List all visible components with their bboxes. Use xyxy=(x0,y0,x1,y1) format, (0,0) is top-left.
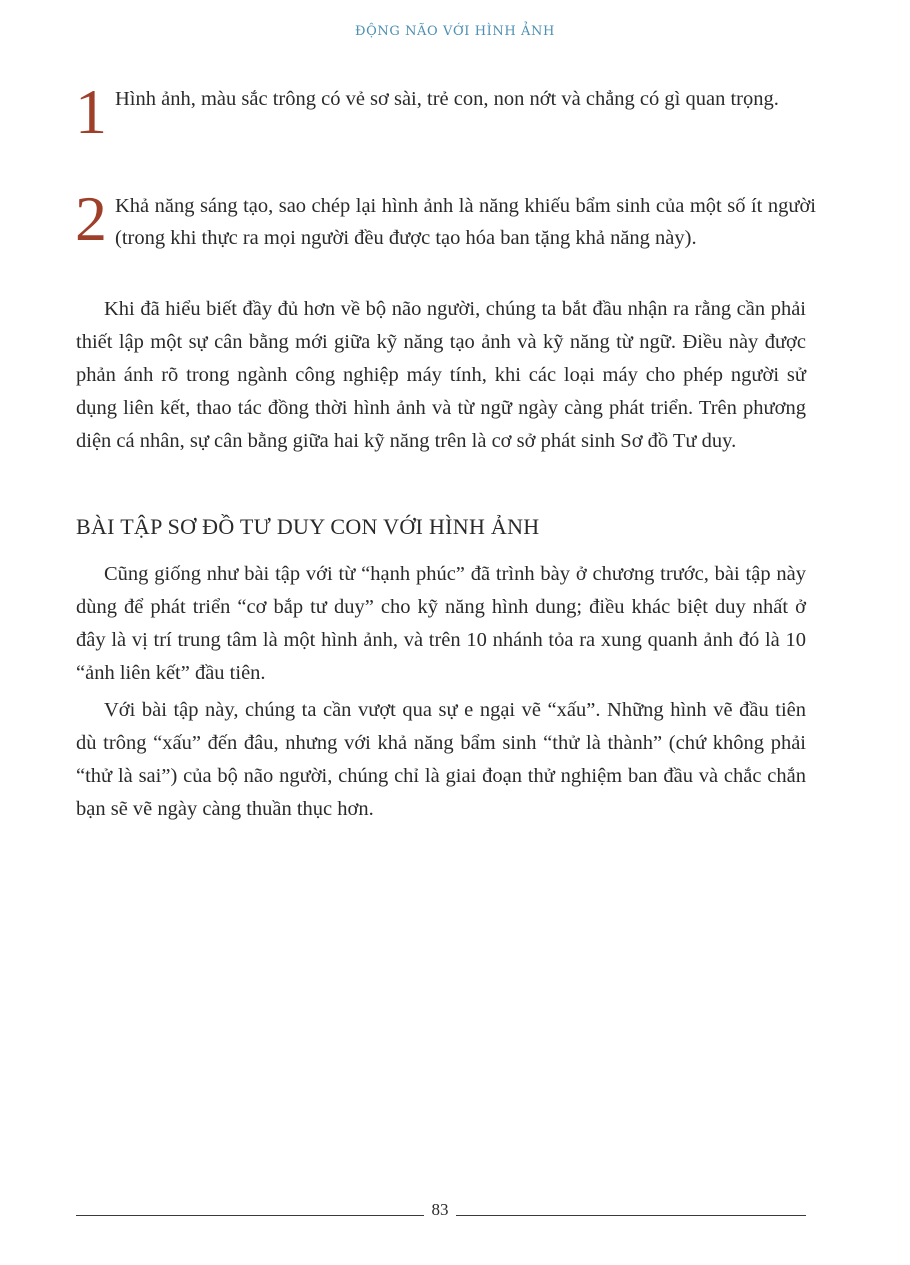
list-item xyxy=(75,183,816,254)
list-number: 2 xyxy=(75,183,107,254)
footer-rule-divider xyxy=(456,1215,806,1216)
list-item xyxy=(75,76,816,147)
section-heading: BÀI TẬP SƠ ĐỒ TƯ DUY CON VỚI HÌNH ẢNH xyxy=(76,514,540,539)
list-item-text: Khả năng sáng tạo, sao chép lại hình ảnh là năng khiếu bẩm sinh của một số ít người (trong khi thực ra mọi người đều được tạo hóa ban tặng khả năng này). xyxy=(115,195,816,249)
list-number: 1 xyxy=(75,76,107,147)
body-paragraph: Cũng giống như bài tập với từ “hạnh phúc” đã trình bày ở chương trước, bài tập này dùng để phát triển “cơ bắp tư duy” cho kỹ năng hình dung; điều khác biệt duy nhất ở đây là vị trí trung tâm là một hình ảnh, và trên 10 nhánh tỏa ra xung quanh ảnh đó là 10 “ảnh liên kết” đầu tiên. xyxy=(76,563,806,684)
page-number: 83 xyxy=(431,1200,449,1219)
page-footer xyxy=(76,1200,806,1220)
footer-rule-divider xyxy=(76,1215,424,1216)
body-paragraph: Khi đã hiểu biết đầy đủ hơn về bộ não người, chúng ta bắt đầu nhận ra rằng cần phải thiết lập một sự cân bằng mới giữa kỹ năng tạo ảnh và kỹ năng từ ngữ. Điều này được phản ánh rõ trong ngành công nghiệp máy tính, khi các loại máy cho phép người sử dụng liên kết, thao tác đồng thời hình ảnh và từ ngữ ngày càng phát triển. Trên phương diện cá nhân, sự cân bằng giữa hai kỹ năng trên là cơ sở phát sinh Sơ đồ Tư duy. xyxy=(76,298,806,452)
running-header: ĐỘNG NÃO VỚI HÌNH ẢNH xyxy=(355,24,555,39)
list-item-text: Hình ảnh, màu sắc trông có vẻ sơ sài, trẻ con, non nớt và chẳng có gì quan trọng. xyxy=(115,88,779,110)
body-paragraph: Với bài tập này, chúng ta cần vượt qua sự e ngại vẽ “xấu”. Những hình vẽ đầu tiên dù trông “xấu” đến đâu, nhưng với khả năng bẩm sinh “thử là thành” (chứ không phải “thử là sai”) của bộ não người, chúng chỉ là giai đoạn thử nghiệm ban đầu và chắc chắn bạn sẽ vẽ ngày càng thuần thục hơn. xyxy=(76,699,806,820)
